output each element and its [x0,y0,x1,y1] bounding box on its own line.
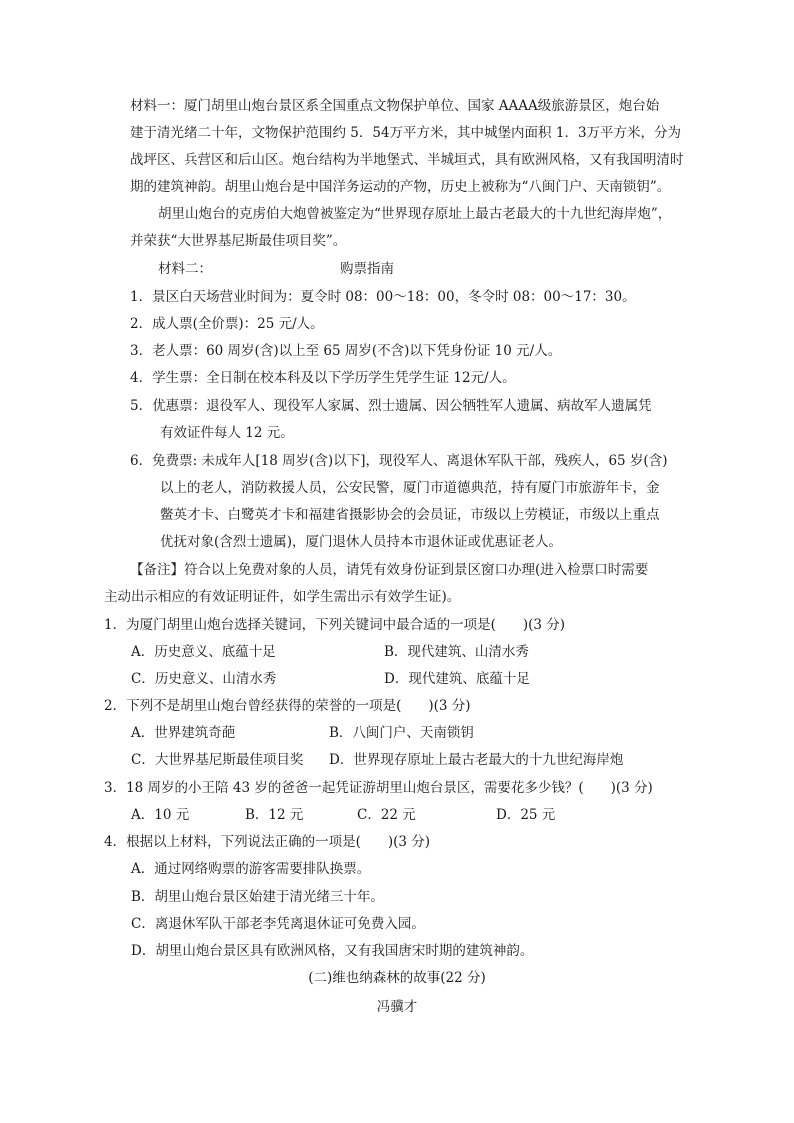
option-b: B．12 元 [245,807,304,823]
material1-line: 战坪区、兵营区和后山区。炮台结构为半地堡式、半城垣式，具有欧洲风格，又有我国明清时 [130,152,684,168]
material1-line: 期的建筑神韵。胡里山炮台是中国洋务运动的产物，历史上被称为“八闽门户、天南锁钥”。 [130,179,671,195]
option-d: D．现代建筑、底蕴十足 [384,671,530,687]
option-d: D．胡里山炮台景区具有欧洲风格，又有我国唐宋时期的建筑神韵。 [131,943,534,959]
ticket-item: 4．学生票：全日制在校本科及以下学历学生凭学生证 12元/人。 [130,370,516,386]
ticket-item-cont: 优抚对象(含烈士遗属)，厦门退休人员持本市退休证或优惠证老人。 [160,534,563,550]
material1-line: 并荣获“大世界基尼斯最佳项目奖”。 [130,233,347,249]
section-author: 冯骥才 [376,999,418,1015]
option-d: D．25 元 [496,807,556,823]
material1-line: 材料一：厦门胡里山炮台景区系全国重点文物保护单位、国家 AAAA级旅游景区，炮台始 [130,98,660,114]
material1-line: 胡里山炮台的克虏伯大炮曾被鉴定为“世界现存原址上最古老最大的十九世纪海岸炮”， [158,206,672,222]
question-stem: 3．18 周岁的小王陪 43 岁的爸爸一起凭证游胡里山炮台景区，需要花多少钱？( )(3 分) [104,780,653,796]
option-b: B．胡里山炮台景区始建于清光绪三十年。 [131,889,384,905]
ticket-item: 1．景区白天场营业时间为：夏令时 08：00～18：00，冬令时 08：00～17：30。 [130,289,636,305]
material2-label: 材料二： [158,261,212,277]
question-stem: 4．根据以上材料，下列说法正确的一项是( )(3 分) [104,834,431,850]
ticket-item: 5．优惠票：退役军人、现役军人家属、烈士遗属、因公牺牲军人遗属、病故军人遗属凭 [130,398,652,414]
ticket-item: 2．成人票(全价票)：25 元/人。 [130,316,324,332]
section-title: (二)维也纳森林的故事(22 分) [308,970,486,986]
ticket-item-cont: 以上的老人，消防救援人员，公安民警，厦门市道德典范，持有厦门市旅游年卡，金 [160,480,660,496]
ticket-item: 6．免费票: 未成年人[18 周岁(含)以下]，现役军人、离退休军队干部，残疾人，65 岁(含) [130,453,668,469]
option-d: D．世界现存原址上最古老最大的十九世纪海岸炮 [329,752,624,768]
option-a: A．通过网络购票的游客需要排队换票。 [131,861,371,877]
ticket-guide-title: 购票指南 [340,261,394,277]
question-stem: 1．为厦门胡里山炮台选择关键词，下列关键词中最合适的一项是( )(3 分) [104,617,566,633]
option-c: C．离退休军队干部老李凭离退休证可免费入园。 [131,916,425,932]
ticket-item-cont: 鳖英才卡、白鹭英才卡和福建省摄影协会的会员证，市级以上劳模证，市级以上重点 [160,507,660,523]
question-stem: 2．下列不是胡里山炮台曾经获得的荣誉的一项是( )(3 分) [104,698,471,714]
option-c: C．大世界基尼斯最佳项目奖 [131,752,304,768]
option-a: A．世界建筑奇葩 [131,725,236,741]
option-b: B．八闽门户、天南锁钥 [329,725,474,741]
note-line: 【备注】符合以上免费对象的人员，请凭有效身份证到景区窗口办理(进入检票口时需要 [130,562,649,578]
option-b: B．现代建筑、山清水秀 [384,644,529,660]
option-a: A．10 元 [131,807,190,823]
ticket-item-cont: 有效证件每人 12 元。 [160,425,294,441]
ticket-item: 3．老人票：60 周岁(含)以上至 65 周岁(不含)以下凭身份证 10 元/人。 [130,343,562,359]
option-c: C．历史意义、山清水秀 [131,671,277,687]
option-c: C．22 元 [357,807,416,823]
material1-line: 建于清光绪二十年，文物保护范围约 5．54万平方米，其中城堡内面积 1．3万平方米，分为 [130,125,682,141]
option-a: A．历史意义、底蕴十足 [131,644,276,660]
note-line: 主动出示相应的有效证明证件，如学生需出示有效学生证)。 [104,589,461,605]
